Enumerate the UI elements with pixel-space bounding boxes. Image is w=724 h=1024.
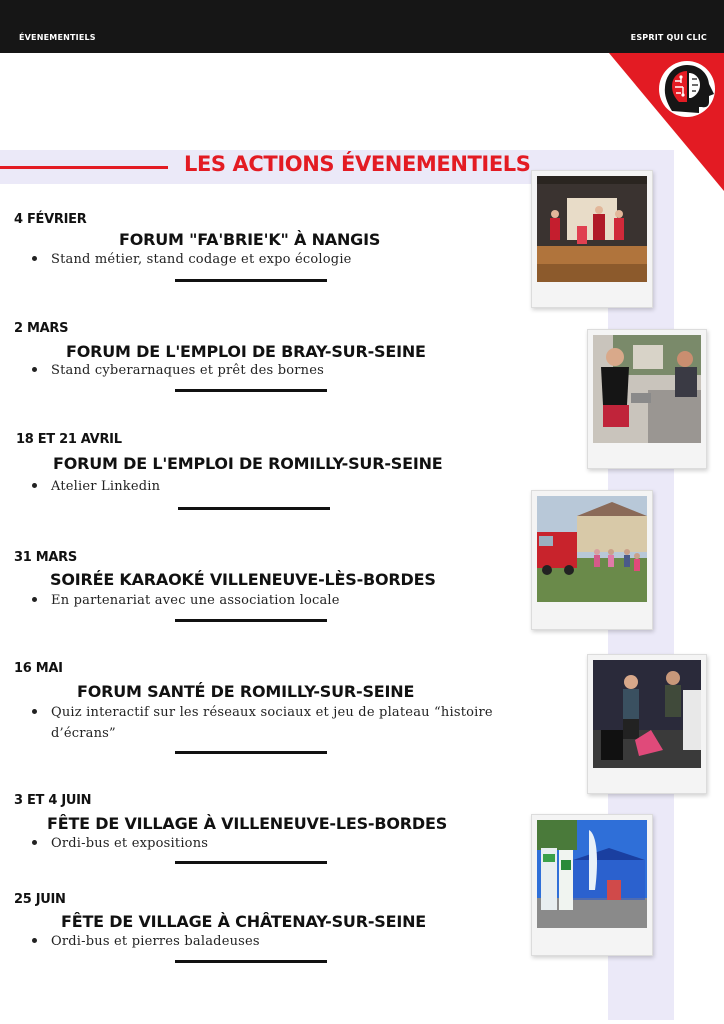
head-circuit-icon (659, 61, 715, 117)
bullet-text: En partenariat avec une association locale (51, 593, 340, 608)
event-date: 16 MAI (14, 661, 63, 676)
top-bar (0, 0, 724, 53)
event-title: SOIRÉE KARAOKÉ VILLENEUVE-LÈS-BORDES (50, 570, 436, 589)
header-right-label: ESPRIT QUI CLIC (630, 33, 707, 42)
event-separator (175, 861, 327, 864)
stand-volunteer-photo (593, 335, 701, 443)
event-title: FORUM DE L'EMPLOI DE BRAY-SUR-SEINE (66, 342, 426, 361)
event-separator (175, 279, 327, 282)
speakers-stage-photo (593, 660, 701, 768)
event-bullet (51, 931, 471, 952)
photo-polaroid (587, 654, 707, 794)
bullet-text: Ordi-bus et pierres baladeuses (51, 934, 260, 949)
event-separator (175, 960, 327, 963)
photo-polaroid (531, 170, 653, 308)
event-date: 3 ET 4 JUIN (14, 793, 92, 808)
bullet-dot (32, 938, 37, 943)
bullet-dot (32, 483, 37, 488)
event-bullet (51, 702, 501, 744)
event-bullet (51, 360, 471, 381)
event-title: FORUM "FA'BRIE'K" À NANGIS (119, 230, 381, 249)
event-title: FÊTE DE VILLAGE À CHÂTENAY-SUR-SEINE (61, 912, 426, 931)
event-bullet (51, 833, 471, 854)
bullet-dot (32, 709, 37, 714)
event-title: FORUM DE L'EMPLOI DE ROMILLY-SUR-SEINE (53, 454, 443, 473)
event-bullet (51, 590, 471, 611)
event-separator (175, 619, 327, 622)
bullet-text: Stand cyberarnaques et prêt des bornes (51, 363, 324, 378)
event-date: 31 MARS (14, 550, 77, 565)
bullet-dot (32, 367, 37, 372)
section-title: LES ACTIONS ÉVENEMENTIELS (184, 152, 531, 176)
event-bullet (51, 476, 471, 497)
event-date: 2 MARS (14, 321, 69, 336)
outdoor-tent-banners-photo (537, 820, 647, 928)
photo-polaroid (587, 329, 707, 469)
event-separator (178, 507, 330, 510)
bullet-dot (32, 597, 37, 602)
stage-performance-photo (537, 176, 647, 282)
bullet-text: Stand métier, stand codage et expo écologie (51, 252, 352, 267)
bullet-text: Quiz interactif sur les réseaux sociaux et jeu de plateau “histoire d’écrans” (51, 705, 493, 741)
event-date: 18 ET 21 AVRIL (16, 432, 122, 447)
photo-polaroid (531, 490, 653, 630)
event-separator (175, 389, 327, 392)
event-bullet (51, 249, 471, 270)
event-date: 4 FÉVRIER (14, 212, 87, 227)
photo-polaroid (531, 814, 653, 956)
bullet-text: Atelier Linkedin (51, 479, 161, 494)
event-title: FORUM SANTÉ DE ROMILLY-SUR-SEINE (77, 682, 415, 701)
title-accent-line (0, 166, 168, 169)
outdoor-van-crowd-photo (537, 496, 647, 602)
bullet-dot (32, 840, 37, 845)
bullet-dot (32, 256, 37, 261)
event-title: FÊTE DE VILLAGE À VILLENEUVE-LES-BORDES (47, 814, 448, 833)
event-date: 25 JUIN (14, 892, 66, 907)
bullet-text: Ordi-bus et expositions (51, 836, 209, 851)
event-separator (175, 751, 327, 754)
header-left-label: ÉVENEMENTIELS (19, 33, 96, 42)
